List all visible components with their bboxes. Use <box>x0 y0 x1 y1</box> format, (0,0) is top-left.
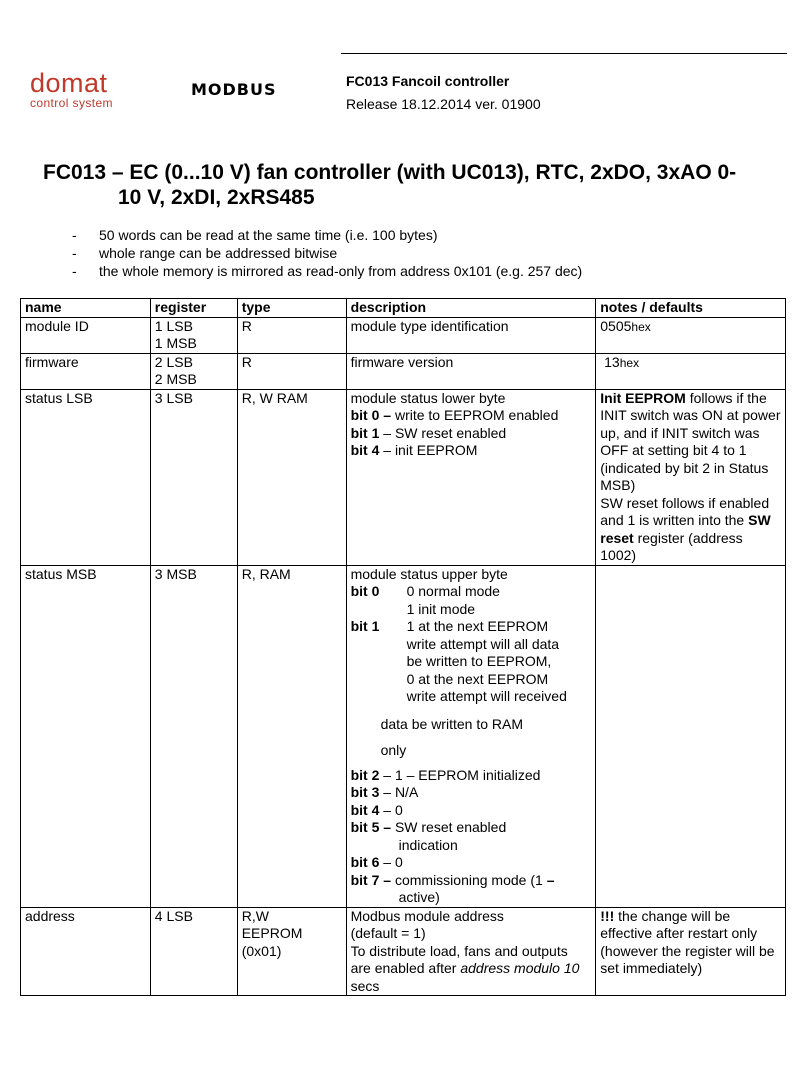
bit-key: bit 0 <box>350 583 380 599</box>
cell-notes <box>596 317 786 353</box>
note-bold: Init EEPROM <box>600 389 686 406</box>
cell-type: R <box>237 353 346 389</box>
cell-description <box>346 907 596 996</box>
note-text: SW reset follows if enabled and 1 is written into the <box>600 494 770 528</box>
bit-line <box>351 618 592 636</box>
header-notes: notes / defaults <box>596 299 786 318</box>
note-text: register (address 1002) <box>600 529 743 563</box>
register-table <box>20 298 786 996</box>
bullet-item: - the whole memory is mirrored as read-only from address 0x101 (e.g. 257 dec) <box>72 262 582 280</box>
register-lsb: 1 LSB <box>154 317 193 334</box>
cell-name: module ID <box>21 317 151 353</box>
desc-text: To distribute load, fans and outputs are enabled after <box>350 942 568 976</box>
header-register: register <box>150 299 237 318</box>
bullet-item: - whole range can be addressed bitwise <box>72 244 582 262</box>
header-name: name <box>21 299 151 318</box>
bit-value: – 0 <box>379 801 403 818</box>
note-para <box>600 390 781 495</box>
bit-line <box>351 854 592 872</box>
bit-key: bit 4 <box>350 801 380 818</box>
cell-description <box>346 565 596 907</box>
bit-line: write attempt will all data <box>406 635 560 652</box>
register-lsb: 2 LSB <box>154 353 193 370</box>
domat-logo <box>30 70 113 110</box>
bit-line: 1 init mode <box>406 600 476 617</box>
header-description: description <box>346 299 596 318</box>
type-line: (0x01) <box>241 942 282 959</box>
register-msb: 2 MSB <box>154 371 197 387</box>
cell-description: firmware version <box>346 353 596 389</box>
bit-value: – init EEPROM <box>379 442 478 458</box>
table-row <box>21 907 786 996</box>
note-suffix: hex <box>619 355 640 370</box>
bit-line <box>351 425 592 443</box>
cell-type <box>237 907 346 996</box>
note-value: 0505 <box>600 317 632 334</box>
bit-line: active) <box>398 889 440 905</box>
bit-key: bit 7 – <box>350 871 392 888</box>
page-title <box>43 160 736 210</box>
header-rule <box>341 53 787 54</box>
bit-line <box>351 442 592 460</box>
bit-key: bit 4 <box>350 442 380 458</box>
type-line: EEPROM <box>241 925 303 941</box>
bit-value: write to EEPROM enabled <box>391 407 559 423</box>
type-line: R,W <box>241 907 269 924</box>
bit-line: only <box>380 741 407 758</box>
bit-line: data be written to RAM <box>380 715 523 732</box>
desc-line: (default = 1) <box>350 925 426 941</box>
bit-value: SW reset enabled <box>391 819 507 835</box>
bit-key: bit 3 <box>350 784 380 800</box>
bit-line <box>351 802 592 820</box>
bit-key: bit 6 <box>350 854 380 870</box>
cell-register <box>150 317 237 353</box>
note-bold: !!! <box>600 907 615 924</box>
bit-line <box>351 767 592 785</box>
cell-notes <box>596 565 786 907</box>
cell-notes <box>596 389 786 565</box>
table-header-row <box>21 299 786 318</box>
desc-line: Modbus module address <box>350 907 504 924</box>
cell-register <box>150 353 237 389</box>
bit-key: bit 1 <box>350 618 380 634</box>
table-row <box>21 353 786 389</box>
cell-description: module type identification <box>346 317 596 353</box>
cell-notes <box>596 353 786 389</box>
doc-release: Release 18.12.2014 ver. 01900 <box>346 96 541 112</box>
bit-value: – 0 <box>379 854 403 870</box>
cell-name: status LSB <box>21 389 151 565</box>
desc-text: secs <box>350 977 380 994</box>
logo-tagline: control system <box>30 96 113 110</box>
note-suffix: hex <box>631 319 651 334</box>
bit-key: bit 0 – <box>350 407 392 423</box>
doc-title: FC013 Fancoil controller <box>346 73 510 89</box>
note-text: follows if the INIT switch was ON at power up, and if INIT switch was OFF at setting bit 4 to 1 (indicated by bit 2 in Status MSB) <box>600 389 781 493</box>
register-msb: 1 MSB <box>154 335 197 351</box>
bit-value: 1 at the next EEPROM <box>406 618 549 634</box>
bit-key: bit 1 <box>350 424 380 441</box>
header-type: type <box>237 299 346 318</box>
bit-line: indication <box>398 836 458 853</box>
note-bold: SW reset <box>600 512 771 546</box>
title-line-1: FC013 – EC (0...10 V) fan controller (with UC013), RTC, 2xDO, 3xAO 0- <box>43 161 737 184</box>
table-row <box>21 565 786 907</box>
cell-name: firmware <box>21 353 151 389</box>
cell-type: R, W RAM <box>237 389 346 565</box>
note-value: 13 <box>604 353 620 370</box>
bit-value: – N/A <box>379 784 419 800</box>
bullet-list <box>72 226 582 280</box>
protocol-label: MODBUS <box>191 80 277 99</box>
bit-value: – SW reset enabled <box>379 424 507 441</box>
cell-description <box>346 389 596 565</box>
bit-line: write attempt will received <box>406 688 567 704</box>
cell-type: R <box>237 317 346 353</box>
bit-value: – 1 – EEPROM initialized <box>379 766 541 783</box>
cell-notes <box>596 907 786 996</box>
bit-line <box>351 407 592 425</box>
desc-line: module status upper byte <box>350 565 508 582</box>
cell-name: status MSB <box>21 565 151 907</box>
bit-value: 0 normal mode <box>406 583 500 599</box>
note-para <box>600 495 781 565</box>
note-text: the change will be effective after restart only (however the register will be set immediately) <box>600 907 775 976</box>
bit-line: 0 at the next EEPROM <box>406 670 549 687</box>
bit-value: commissioning mode (1 <box>391 871 547 888</box>
desc-italic: address modulo 10 <box>460 960 580 976</box>
bit-line <box>351 784 592 802</box>
table-row <box>21 317 786 353</box>
bit-line: be written to EEPROM, <box>406 653 552 669</box>
title-line-2: 10 V, 2xDI, 2xRS485 <box>118 186 315 209</box>
bullet-item: - 50 words can be read at the same time (i.e. 100 bytes) <box>72 226 582 244</box>
cell-name: address <box>21 907 151 996</box>
bit-key: bit 5 – <box>350 819 392 835</box>
bit-line <box>351 583 592 601</box>
logo-wordmark: domat <box>30 68 108 98</box>
desc-line <box>351 943 592 996</box>
table-row <box>21 389 786 565</box>
desc-line: module status lower byte <box>350 389 506 406</box>
cell-type: R, RAM <box>237 565 346 907</box>
cell-register: 3 LSB <box>150 389 237 565</box>
bit-key: – <box>546 871 555 888</box>
bit-line <box>351 872 592 890</box>
cell-register: 4 LSB <box>150 907 237 996</box>
bit-line <box>351 819 592 837</box>
cell-register: 3 MSB <box>150 565 237 907</box>
bit-key: bit 2 <box>350 766 380 783</box>
